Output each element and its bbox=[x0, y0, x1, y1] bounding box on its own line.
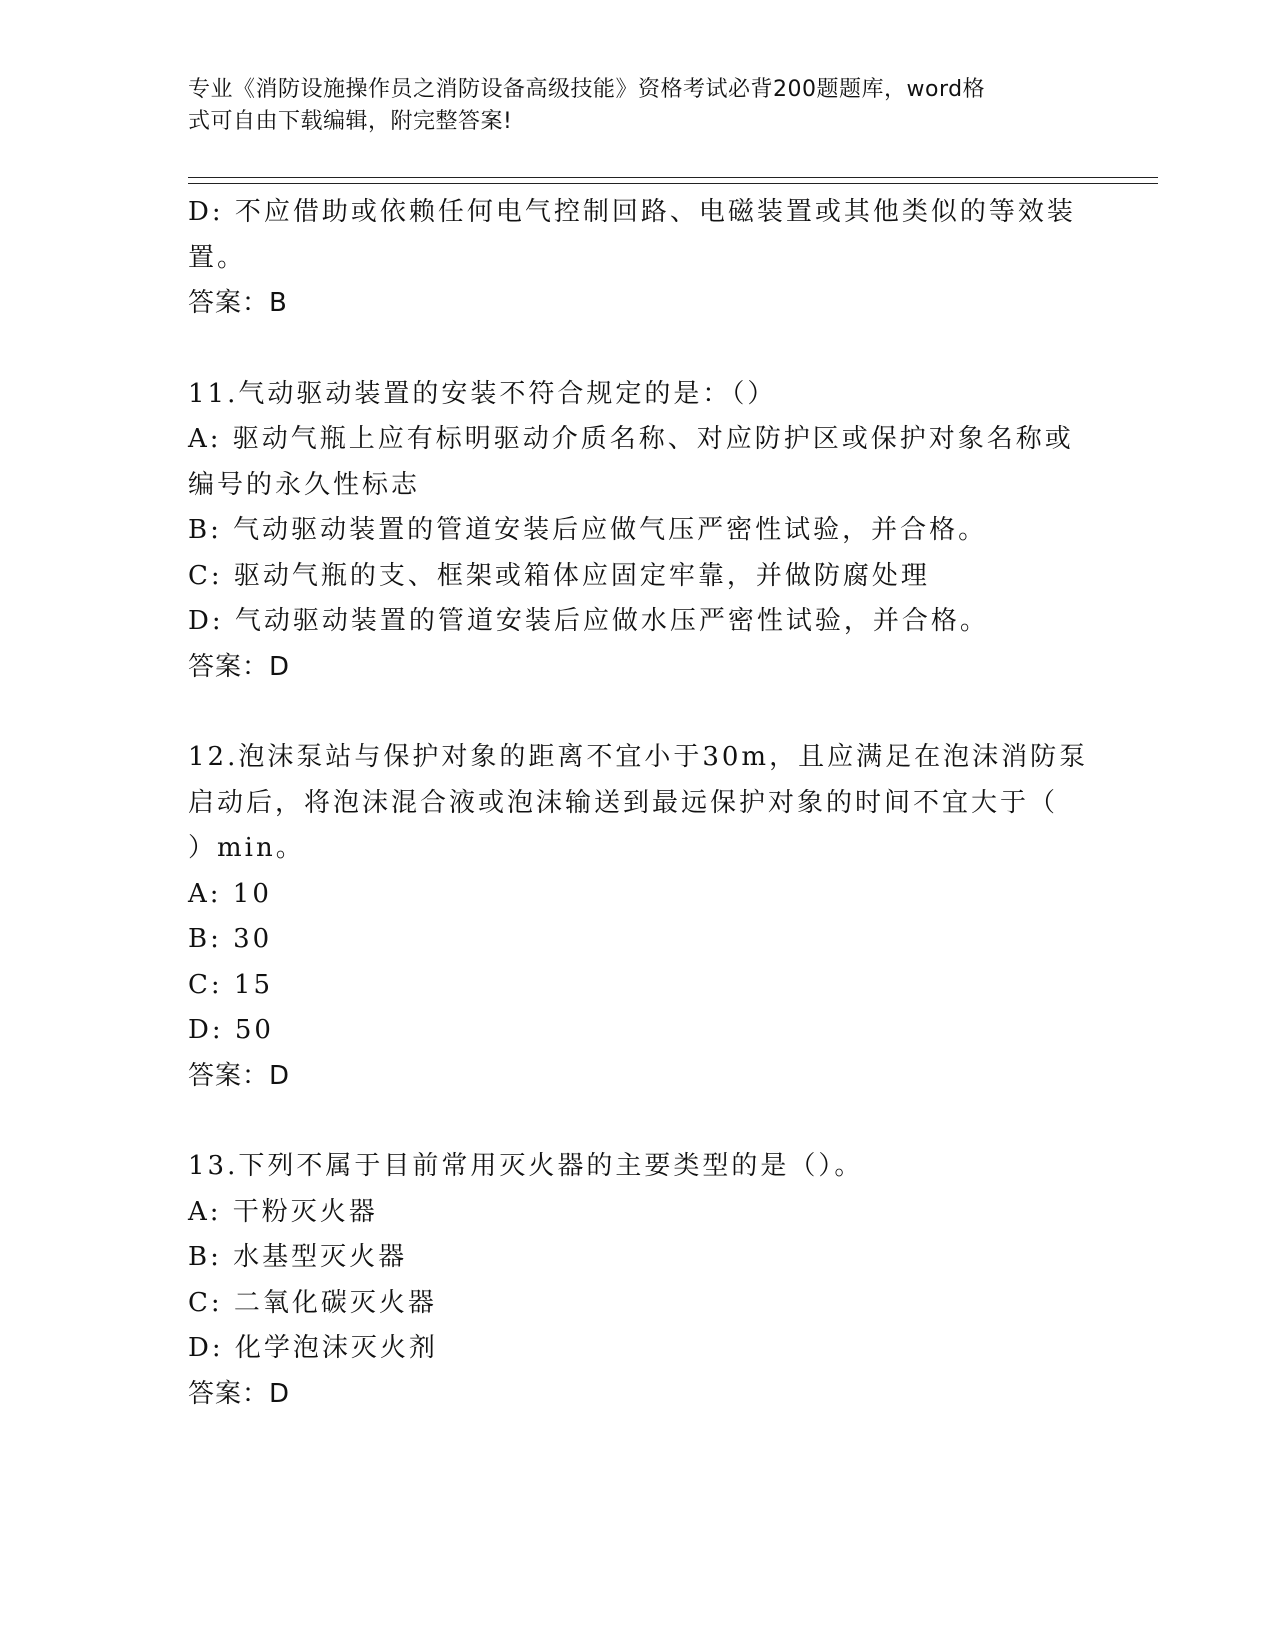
option-d: D: 不应借助或依赖任何电气控制回路、电磁装置或其他类似的等效装 bbox=[188, 197, 1076, 227]
document-header bbox=[188, 74, 1068, 138]
spacer bbox=[188, 1099, 1088, 1144]
option-b: B: 30 bbox=[188, 924, 273, 954]
option-a: A: 干粉灭火器 bbox=[188, 1196, 378, 1227]
option-d-continued: 置。 bbox=[188, 242, 247, 273]
option-c: C: 15 bbox=[188, 969, 274, 1000]
question-11 bbox=[188, 372, 1088, 691]
question-stem: 12.泡沫泵站与保护对象的距离不宜小于30m，且应满足在泡沫消防泵 bbox=[188, 742, 1089, 772]
question-stem-continued: ）min。 bbox=[188, 833, 305, 863]
answer: 答案：D bbox=[188, 1060, 291, 1091]
answer: 答案：D bbox=[188, 651, 291, 682]
question-stem: 13.下列不属于目前常用灭火器的主要类型的是（）。 bbox=[188, 1151, 864, 1181]
option-d: D: 化学泡沫灭火剂 bbox=[188, 1333, 438, 1363]
spacer bbox=[188, 327, 1088, 372]
question-list bbox=[188, 190, 1088, 1417]
question-stem: 11.气动驱动装置的安装不符合规定的是：（） bbox=[188, 378, 777, 409]
header-divider-top bbox=[188, 177, 1158, 178]
option-c: C: 驱动气瓶的支、框架或箱体应固定牢靠，并做防腐处理 bbox=[188, 560, 930, 591]
option-c: C: 二氧化碳灭火器 bbox=[188, 1287, 437, 1318]
option-b: B: 气动驱动装置的管道安装后应做气压严密性试验，并合格。 bbox=[188, 515, 988, 545]
answer: 答案：D bbox=[188, 1378, 291, 1409]
option-a-continued: 编号的永久性标志 bbox=[188, 469, 421, 500]
question-13 bbox=[188, 1144, 1088, 1417]
option-d: D: 50 bbox=[188, 1015, 274, 1045]
header-line-1: 专业《消防设施操作员之消防设备高级技能》资格考试必背200题题库，word格 bbox=[188, 77, 986, 102]
option-b: B: 水基型灭火器 bbox=[188, 1242, 408, 1272]
question-12 bbox=[188, 735, 1088, 1099]
prev-question-tail bbox=[188, 190, 1088, 327]
header-line-2: 式可自由下载编辑，附完整答案! bbox=[188, 109, 513, 134]
answer: 答案：B bbox=[188, 288, 288, 318]
option-d: D: 气动驱动装置的管道安装后应做水压严密性试验，并合格。 bbox=[188, 606, 989, 636]
option-a: A: 驱动气瓶上应有标明驱动介质名称、对应防护区或保护对象名称或 bbox=[188, 424, 1074, 454]
question-stem-continued: 启动后，将泡沫混合液或泡沫输送到最远保护对象的时间不宜大于（ bbox=[188, 787, 1059, 818]
option-a: A: 10 bbox=[188, 878, 272, 909]
header-divider-bottom bbox=[188, 183, 1158, 184]
spacer bbox=[188, 690, 1088, 735]
